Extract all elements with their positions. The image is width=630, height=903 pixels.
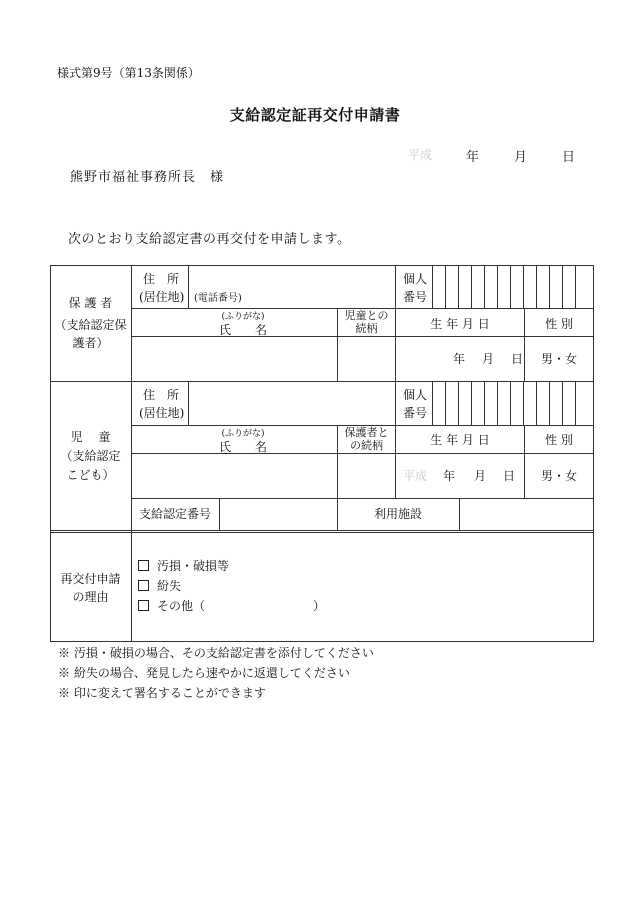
- guardian-section-label-3: 護者）: [72, 336, 109, 350]
- child-birth-month: 月: [474, 469, 487, 483]
- child-birth-day: 日: [503, 469, 516, 483]
- document-title: 支給認定証再交付申請書: [229, 106, 401, 124]
- guardian-residence-label: (居住地): [139, 290, 185, 304]
- guardian-relation-label-2: 続柄: [355, 322, 378, 335]
- reason-label-2: の理由: [72, 590, 109, 604]
- child-residence-label: (居住地): [139, 406, 185, 420]
- note-item: ※ 汚損・破損の場合、その支給認定書を添付してください: [58, 646, 374, 660]
- form-number: 様式第9号（第13条関係）: [57, 66, 200, 80]
- child-section-label-3: こども）: [66, 468, 115, 482]
- guardian-birth-day: 日: [511, 352, 524, 366]
- request-text: 次のとおり支給認定書の再交付を申請します。: [68, 232, 351, 247]
- child-birth-label: 生 年 月 日: [430, 433, 490, 447]
- guardian-relation-label: 児童との: [344, 309, 389, 322]
- date-era: 平成: [408, 148, 433, 162]
- reason-option-lost[interactable]: [138, 577, 181, 595]
- child-number-label: 番号: [403, 406, 428, 420]
- note-item: ※ 紛失の場合、発見したら速やかに返還してください: [58, 666, 350, 680]
- child-sex-options: 男・女: [540, 469, 577, 483]
- child-relation-label: 保護者と: [344, 426, 389, 439]
- reason-option-label: 汚損・破損等: [157, 559, 230, 573]
- guardian-furigana-label: (ふりがな): [221, 312, 265, 322]
- child-section-label: 児 童: [70, 430, 111, 444]
- guardian-number-label: 番号: [403, 290, 428, 304]
- child-birth-era: 平成: [403, 469, 428, 483]
- guardian-personal-label: 個人: [403, 272, 428, 286]
- child-section-label-2: （支給認定: [60, 449, 121, 463]
- guardian-sex-label: 性 別: [545, 317, 573, 331]
- reason-option-label: その他（ ）: [157, 599, 326, 613]
- reason-option-other[interactable]: [138, 597, 325, 615]
- checkbox-icon[interactable]: [138, 560, 149, 571]
- date-day-label: 日: [562, 150, 576, 165]
- child-furigana-label: (ふりがな): [221, 429, 265, 439]
- child-relation-label-2: の続柄: [350, 439, 383, 452]
- checkbox-icon[interactable]: [138, 600, 149, 611]
- guardian-section-label: 保 護 者: [68, 296, 113, 310]
- reason-option-label: 紛失: [157, 579, 182, 593]
- guardian-phone-label: (電話番号): [194, 293, 242, 304]
- checkbox-icon[interactable]: [138, 580, 149, 591]
- reason-option-soiled[interactable]: [138, 557, 229, 575]
- child-name-label: 氏 名: [218, 440, 267, 454]
- addressee: 熊野市福祉事務所長 様: [70, 170, 225, 185]
- child-address-label: 住 所: [143, 388, 180, 402]
- note-item: ※ 印に変えて署名することができます: [58, 686, 266, 700]
- guardian-section-label-2: （支給認定保: [54, 318, 127, 332]
- guardian-birth-year: 年: [453, 352, 466, 366]
- guardian-sex-options: 男・女: [540, 352, 577, 366]
- child-birth-year: 年: [443, 469, 456, 483]
- guardian-birth-label: 生 年 月 日: [430, 317, 490, 331]
- child-sex-label: 性 別: [545, 433, 573, 447]
- date-year-label: 年: [466, 150, 480, 165]
- guardian-name-label: 氏 名: [218, 323, 267, 337]
- certification-number-label: 支給認定番号: [138, 507, 211, 521]
- child-personal-label: 個人: [403, 388, 428, 402]
- reason-label: 再交付申請: [60, 572, 121, 586]
- guardian-address-label: 住 所: [143, 272, 180, 286]
- date-month-label: 月: [514, 150, 528, 165]
- facility-label: 利用施設: [373, 507, 422, 521]
- guardian-birth-month: 月: [482, 352, 495, 366]
